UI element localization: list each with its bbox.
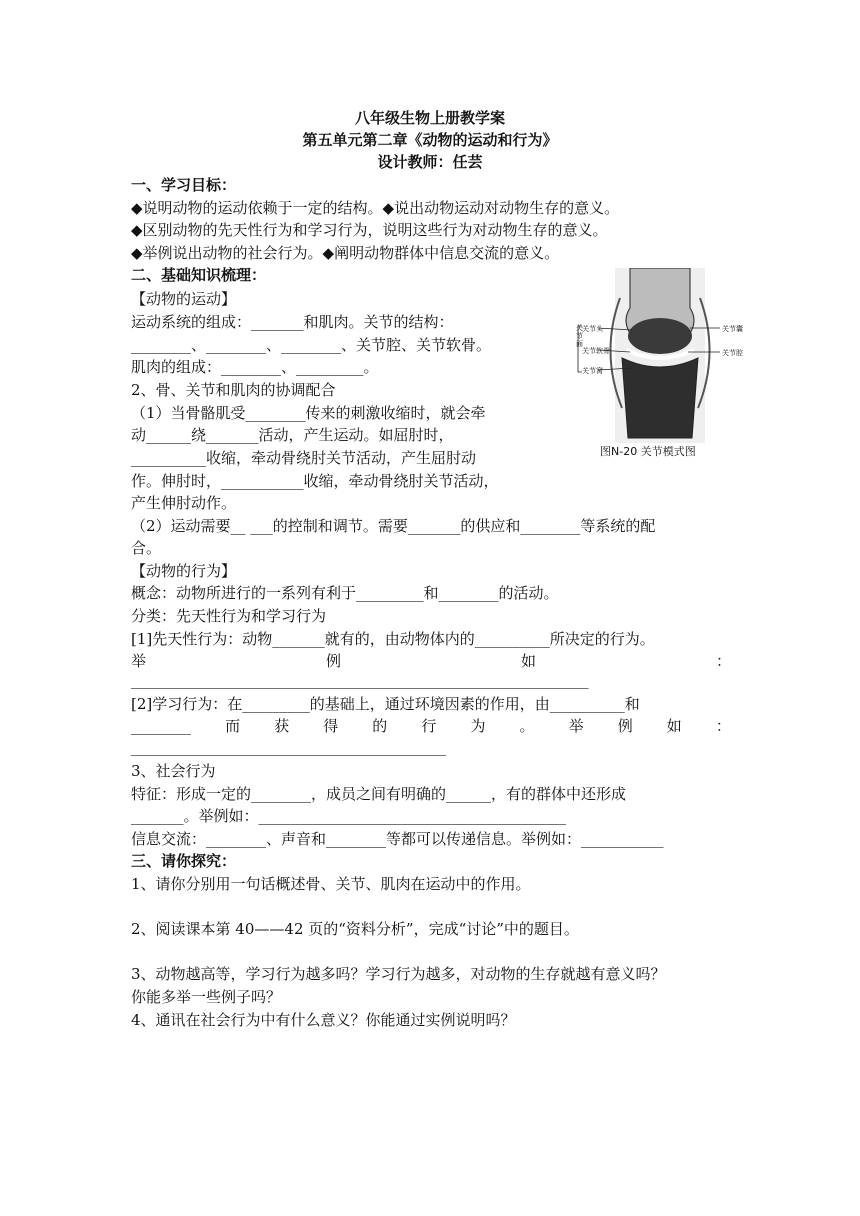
word: 。 [519, 717, 535, 735]
label-joint-surface: 关节面 [576, 324, 583, 348]
word: 而 [225, 717, 241, 735]
subheading-motion: 【动物的运动】 [131, 290, 237, 308]
goal-line-1: ◆说明动物的运动依赖于一定的结构。◆说出动物运动对动物生存的意义。 [131, 199, 620, 217]
question-3: 3、动物越高等，学习行为越多吗？学习行为越多，对动物的生存就越有意义吗？ [131, 965, 666, 983]
lower-bone [622, 358, 698, 438]
word: 举 [131, 652, 147, 670]
text-line: 3、社会行为 [131, 762, 216, 780]
figure-caption: 图N-20 关节模式图 [600, 445, 696, 458]
text-line: 2、骨、关节和肌肉的协调配合 [131, 381, 336, 399]
word: ________ [131, 717, 191, 735]
text-line: 分类：先天性行为和学习行为 [131, 607, 327, 625]
question-3-cont: 你能多举一些例子吗？ [131, 988, 282, 1006]
section-heading-goals: 一、学习目标： [131, 176, 237, 194]
question-2: 2、阅读课本第 40——42 页的“资料分析”，完成“讨论”中的题目。 [131, 920, 579, 938]
label-cartilage: 关节软骨 [582, 347, 610, 355]
text-line: [1]先天性行为：动物_______就有的，由动物体内的__________所决定的行为。 [131, 630, 655, 648]
justified-line [131, 651, 731, 671]
section-heading-basics: 二、基础知识梳理： [131, 266, 267, 284]
question-1: 1、请你分别用一句话概述骨、关节、肌肉在运动中的作用。 [131, 875, 531, 893]
doc-subtitle: 第五单元第二章《动物的运动和行为》 [302, 131, 558, 149]
justified-line [131, 716, 731, 736]
question-4: 4、通讯在社会行为中有什么意义？你能通过实例说明吗？ [131, 1011, 516, 1029]
word: 得 [323, 717, 339, 735]
word: 获 [274, 717, 290, 735]
word: 如 [520, 652, 536, 670]
goal-line-3: ◆举例说出动物的社会行为。◆阐明动物群体中信息交流的意义。 [131, 244, 560, 262]
text-line: 运动系统的组成：_______和肌肉。关节的结构： [131, 313, 454, 331]
joint-head [628, 318, 692, 354]
word: 行 [421, 717, 437, 735]
doc-author: 设计教师：任芸 [377, 153, 483, 171]
word: 举 [568, 717, 584, 735]
text-line: 动______绕_______活动，产生运动。如屈肘时， [131, 426, 454, 444]
word: 的 [372, 717, 388, 735]
answer-blank-line: _____________________________________________________________ [131, 671, 589, 689]
text-line: 合。 [131, 539, 162, 557]
answer-blank-line: __________________________________________ [131, 738, 446, 756]
word: ： [715, 652, 731, 670]
section-heading-explore: 三、请你探究： [131, 852, 237, 870]
label-socket: 关节窝 [582, 367, 603, 375]
text-line: （2）运动需要__ ___的控制和调节。需要_______的供应和________等系统的配 [131, 517, 656, 535]
word: ： [715, 717, 731, 735]
goal-line-2: ◆区别动物的先天性行为和学习行为，说明这些行为对动物生存的意义。 [131, 221, 608, 239]
text-line: _______。举例如：_________________________________________ [131, 807, 567, 825]
text-line: ________、________、________、关节腔、关节软骨。 [131, 336, 492, 354]
text-line: [2]学习行为：在_________的基础上，通过环境因素的作用，由__________和 [131, 695, 640, 713]
text-line: 特征：形成一定的________，成员之间有明确的______，有的群体中还形成 [131, 785, 627, 803]
text-line: 产生伸肘动作。 [131, 494, 237, 512]
label-capsule: 关节囊 [722, 325, 743, 333]
word: 如 [666, 717, 682, 735]
text-line: 信息交流：________、声音和________等都可以传递信息。举例如：___________ [131, 830, 664, 848]
doc-title: 八年级生物上册教学案 [354, 109, 505, 127]
subheading-behavior: 【动物的行为】 [131, 562, 237, 580]
word: 例 [617, 717, 633, 735]
text-line: 肌肉的组成：________、_________。 [131, 358, 379, 376]
text-line: __________收缩，牵动骨绕肘关节活动，产生屈肘动 [131, 449, 477, 467]
label-joint-head: 关节头 [582, 325, 603, 333]
word: 例 [325, 652, 341, 670]
joint-diagram [560, 268, 750, 458]
text-line: （1）当骨骼肌受________传来的刺激收缩时，就会牵 [131, 404, 486, 422]
label-cavity: 关节腔 [722, 349, 743, 357]
text-line: 作。伸肘时，___________收缩，牵动骨绕肘关节活动， [131, 472, 499, 490]
word: 为 [470, 717, 486, 735]
text-line: 概念：动物所进行的一系列有利于_________和________的活动。 [131, 584, 559, 602]
